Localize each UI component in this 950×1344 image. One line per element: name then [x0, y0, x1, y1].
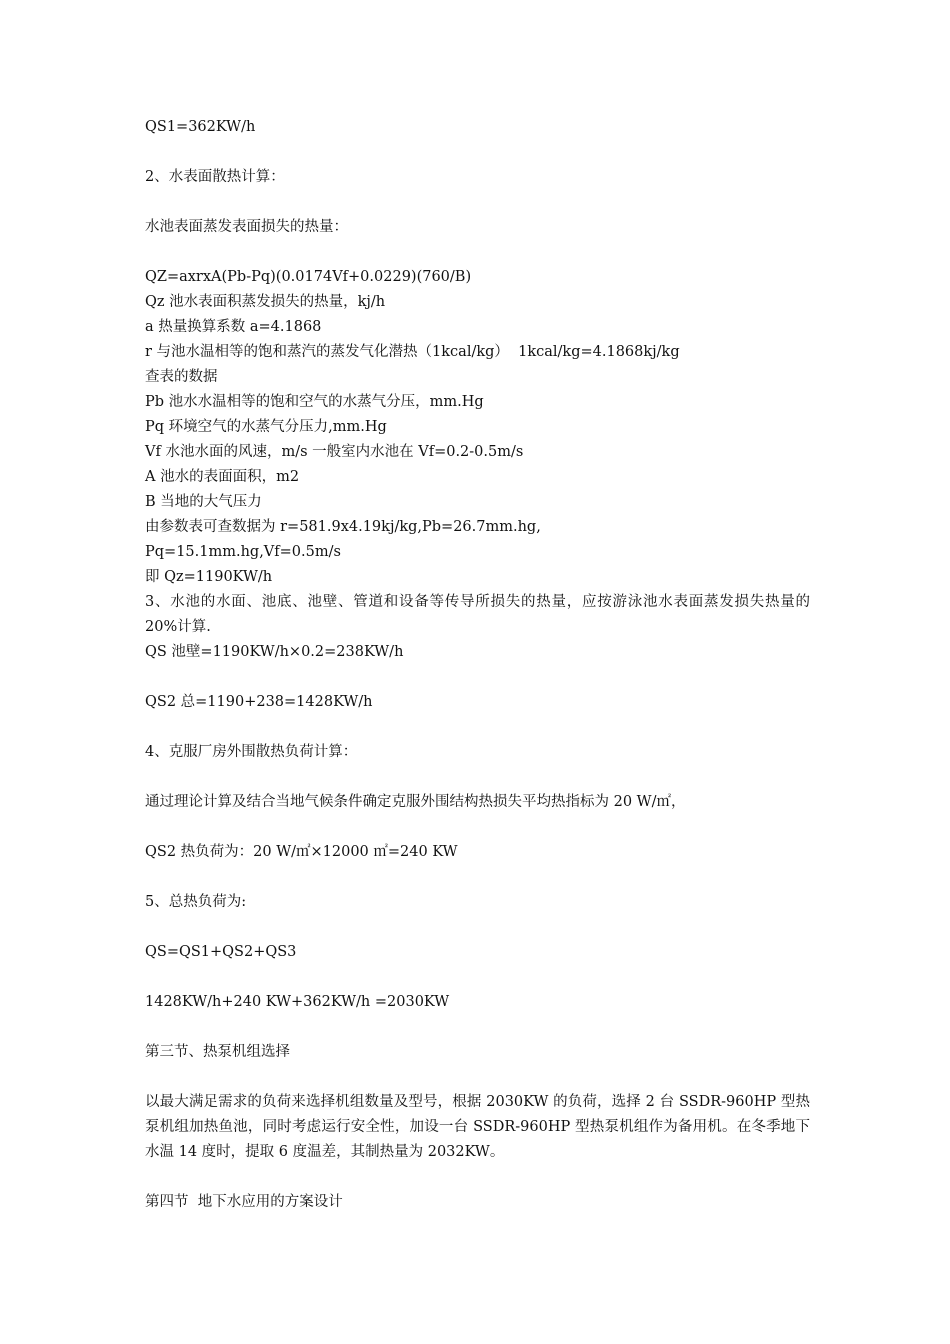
selection-paragraph: 以最大满足需求的负荷来选择机组数量及型号，根据 2030KW 的负荷，选择 2 台 SSDR-960HP 型热泵机组加热鱼池，同时考虑运行安全性，加设一台 SSDR-960HP 型热泵机组作为备用机。在冬季地下水温 14 度时，提取 6 度温差，其制热量为 2032KW。 — [145, 1094, 810, 1160]
spacer — [145, 865, 810, 890]
heading-total-load: 5、总热负荷为: — [145, 894, 247, 910]
result-qz: 即 Qz=1190KW/h — [145, 569, 273, 585]
parameters-line-2: Pq=15.1mm.hg,Vf=0.5m/s — [145, 544, 341, 560]
qs2-load: QS2 热负荷为：20 W/㎡×12000 ㎡=240 KW — [145, 844, 458, 860]
spacer — [145, 715, 810, 740]
definition-a: a 热量换算系数 a=4.1868 — [145, 319, 322, 335]
document-page — [145, 115, 810, 1215]
spacer — [145, 1015, 810, 1040]
spacer — [145, 240, 810, 265]
formula-qz: QZ=axrxA(Pb-Pq)(0.0174Vf+0.0229)(760/B) — [145, 269, 472, 285]
definition-pq: Pq 环境空气的水蒸气分压力,mm.Hg — [145, 419, 387, 435]
qs-sum-formula: QS=QS1+QS2+QS3 — [145, 944, 297, 960]
heading-water-surface: 2、水表面散热计算： — [145, 169, 285, 185]
qs-sum-value: 1428KW/h+240 KW+362KW/h =2030KW — [145, 994, 450, 1010]
heading-conduction-loss: 3、水池的水面、池底、池壁、管道和设备等传导所损失的热量，应按游泳池水表面蒸发损失热量的 20%计算. — [145, 594, 810, 635]
qs2-total: QS2 总=1190+238=1428KW/h — [145, 694, 373, 710]
lookup-note: 查表的数据 — [145, 369, 218, 385]
spacer — [145, 965, 810, 990]
definition-pressure: B 当地的大气压力 — [145, 494, 262, 510]
parameters-line-1: 由参数表可查数据为 r=581.9x4.19kj/kg,Pb=26.7mm.hg, — [145, 519, 541, 535]
spacer — [145, 190, 810, 215]
spacer — [145, 140, 810, 165]
definition-r: r 与池水温相等的饱和蒸汽的蒸发气化潜热（1kcal/kg） 1kcal/kg=4.1868kj/kg — [145, 344, 680, 360]
definition-vf: Vf 水池水面的风速，m/s 一般室内水池在 Vf=0.2-0.5m/s — [145, 444, 524, 460]
definition-area: A 池水的表面面积，m2 — [145, 469, 300, 485]
section-groundwater-design: 第四节 地下水应用的方案设计 — [145, 1194, 343, 1210]
spacer — [145, 665, 810, 690]
heading-envelope-load: 4、克服厂房外围散热负荷计算： — [145, 744, 358, 760]
qs-wall: QS 池壁=1190KW/h×0.2=238KW/h — [145, 644, 404, 660]
envelope-text: 通过理论计算及结合当地气候条件确定克服外围结构热损失平均热指标为 20 W/㎡， — [145, 794, 686, 810]
evaporation-intro: 水池表面蒸发表面损失的热量： — [145, 219, 348, 235]
spacer — [145, 1165, 810, 1190]
definition-qz: Qz 池水表面积蒸发损失的热量，kj/h — [145, 294, 386, 310]
spacer — [145, 815, 810, 840]
definition-pb: Pb 池水水温相等的饱和空气的水蒸气分压，mm.Hg — [145, 394, 484, 410]
spacer — [145, 1065, 810, 1090]
spacer — [145, 915, 810, 940]
section-heat-pump-selection: 第三节、热泵机组选择 — [145, 1044, 290, 1060]
spacer — [145, 765, 810, 790]
qs1-value: QS1=362KW/h — [145, 119, 256, 135]
